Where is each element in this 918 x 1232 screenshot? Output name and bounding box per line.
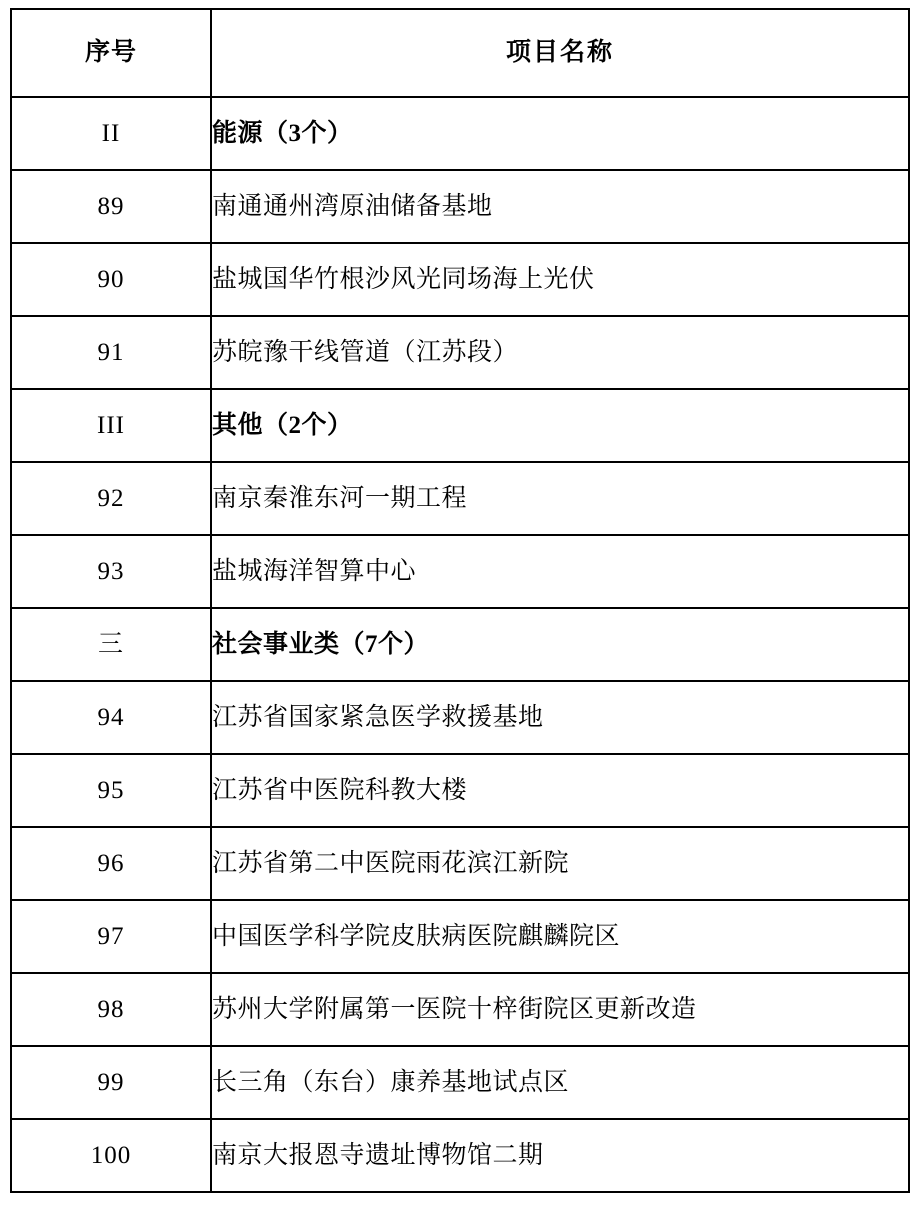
table-row xyxy=(11,243,909,316)
table-row xyxy=(11,535,909,608)
row-number: II xyxy=(11,97,211,170)
row-project-name: 中国医学科学院皮肤病医院麒麟院区 xyxy=(211,900,909,973)
row-project-name: 江苏省中医院科教大楼 xyxy=(211,754,909,827)
row-number: 91 xyxy=(11,316,211,389)
table-row xyxy=(11,900,909,973)
row-number: 94 xyxy=(11,681,211,754)
row-number: 92 xyxy=(11,462,211,535)
row-number: 97 xyxy=(11,900,211,973)
table-header xyxy=(11,9,909,97)
table-row xyxy=(11,97,909,170)
table-row xyxy=(11,389,909,462)
column-header-no: 序号 xyxy=(11,9,211,97)
row-project-name: 南京大报恩寺遗址博物馆二期 xyxy=(211,1119,909,1192)
project-list-table xyxy=(10,8,910,1193)
row-number: 100 xyxy=(11,1119,211,1192)
table-row xyxy=(11,827,909,900)
row-project-name: 社会事业类（7个） xyxy=(211,608,909,681)
table-row xyxy=(11,462,909,535)
table-header-row xyxy=(11,9,909,97)
table-row xyxy=(11,170,909,243)
table-row xyxy=(11,1046,909,1119)
table-row xyxy=(11,681,909,754)
column-header-name: 项目名称 xyxy=(211,9,909,97)
table-row xyxy=(11,316,909,389)
table-body xyxy=(11,97,909,1192)
row-number: 90 xyxy=(11,243,211,316)
table-row xyxy=(11,754,909,827)
row-project-name: 能源（3个） xyxy=(211,97,909,170)
row-number: 95 xyxy=(11,754,211,827)
row-number: III xyxy=(11,389,211,462)
row-number: 96 xyxy=(11,827,211,900)
table-row xyxy=(11,973,909,1046)
row-project-name: 盐城海洋智算中心 xyxy=(211,535,909,608)
table-row xyxy=(11,608,909,681)
row-project-name: 其他（2个） xyxy=(211,389,909,462)
row-number: 93 xyxy=(11,535,211,608)
row-number: 三 xyxy=(11,608,211,681)
row-project-name: 南通通州湾原油储备基地 xyxy=(211,170,909,243)
row-project-name: 盐城国华竹根沙风光同场海上光伏 xyxy=(211,243,909,316)
row-project-name: 苏皖豫干线管道（江苏段） xyxy=(211,316,909,389)
row-number: 99 xyxy=(11,1046,211,1119)
row-number: 89 xyxy=(11,170,211,243)
table-row xyxy=(11,1119,909,1192)
row-project-name: 南京秦淮东河一期工程 xyxy=(211,462,909,535)
row-project-name: 江苏省第二中医院雨花滨江新院 xyxy=(211,827,909,900)
row-project-name: 江苏省国家紧急医学救援基地 xyxy=(211,681,909,754)
row-number: 98 xyxy=(11,973,211,1046)
row-project-name: 苏州大学附属第一医院十梓街院区更新改造 xyxy=(211,973,909,1046)
row-project-name: 长三角（东台）康养基地试点区 xyxy=(211,1046,909,1119)
